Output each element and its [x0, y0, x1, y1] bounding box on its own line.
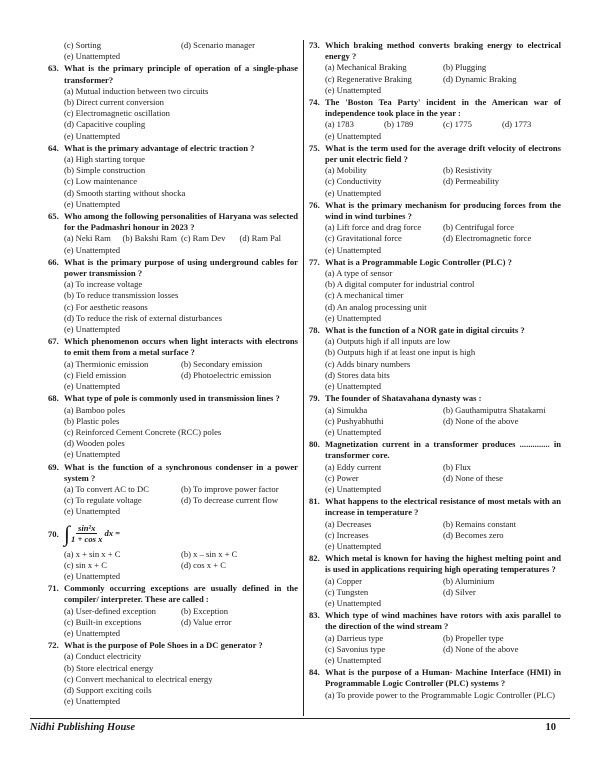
question-header	[309, 40, 561, 62]
options	[309, 165, 561, 199]
question-75	[309, 143, 561, 199]
option: (c) Sorting	[64, 40, 101, 50]
option: (e) Unattempted	[64, 130, 121, 141]
footer-rule	[30, 718, 570, 719]
question-text: The founder of Shatavahana dynasty was :	[325, 393, 482, 404]
question-text: What type of pole is commonly used in transmission lines ?	[64, 393, 280, 404]
options-row	[325, 62, 561, 73]
publisher-name: Nidhi Publishing House	[30, 722, 136, 733]
option: (d) Photoelectric emission	[181, 369, 272, 380]
question-81	[309, 496, 561, 552]
option: (e) Unattempted	[325, 483, 382, 494]
options	[309, 336, 561, 392]
options	[309, 633, 561, 667]
options	[309, 405, 561, 439]
question-header	[309, 667, 561, 689]
option: (e) Unattempted	[64, 570, 121, 581]
question-text: What is the primary mechanism for producing forces from the wind in wind turbines ?	[325, 199, 561, 222]
option: (a) Mutual induction between two circuits	[64, 85, 209, 96]
question-text: Commonly occurring exceptions are usually defined in the compiler/ interpreter. These are called :	[64, 583, 298, 605]
option: (c) For aesthetic reasons	[64, 301, 148, 312]
option: (d) Smooth starting without shocka	[64, 187, 186, 198]
question-68	[48, 393, 298, 460]
question-number: 71.	[48, 583, 59, 594]
question-header	[309, 143, 561, 165]
question-69	[48, 462, 298, 518]
question-number: 84.	[309, 667, 320, 678]
question-text: What happens to the electrical resistance of most metals with an increase in temperature ?	[325, 496, 561, 518]
options	[48, 606, 298, 640]
option: (b) Plastic poles	[64, 415, 120, 426]
option: (e) Unattempted	[325, 312, 382, 323]
options	[309, 119, 561, 141]
options-row	[64, 359, 298, 370]
option: (c) Field emission	[64, 369, 127, 380]
question-number: 81.	[309, 496, 320, 507]
question-header	[48, 583, 298, 605]
question-number: 68.	[48, 393, 59, 404]
option: (c) Conductivity	[325, 176, 382, 187]
option: (d) Becomes zero	[443, 529, 504, 540]
options-row	[325, 576, 561, 587]
option: (c) Savonius type	[325, 643, 386, 654]
question-number: 76.	[309, 199, 320, 210]
options-row	[325, 119, 561, 130]
option: (d) Silver	[443, 586, 476, 597]
option: (a) Darrieus type	[325, 632, 384, 643]
question-text: What is the purpose of Pole Shoes in a DC generator ?	[64, 640, 263, 651]
page-number: 10	[545, 722, 556, 733]
question-header	[309, 257, 561, 268]
options	[309, 690, 561, 701]
question-text: What is the primary principle of operation of a single-phase transformer?	[64, 63, 298, 85]
option: (e) Unattempted	[325, 84, 382, 95]
question-65	[48, 211, 298, 256]
option: (d) Permeability	[443, 176, 500, 187]
question-text: What is the primary purpose of using underground cables for power transmission ?	[64, 256, 298, 279]
option: (e) Unattempted	[64, 506, 121, 517]
option: (c) Low maintenance	[64, 176, 138, 187]
question-number: 72.	[48, 640, 59, 651]
options-row	[325, 530, 561, 541]
options-row	[325, 644, 561, 655]
question-text: What is the purpose of a Human- Machine Interface (HMI) in Programmable Logic Controller (PLC) systems ?	[325, 667, 561, 689]
option: (b) To reduce transmission losses	[64, 290, 179, 301]
option: (d) Dynamic Braking	[443, 73, 517, 84]
question-text: What is the function of a synchronous condenser in a power system ?	[64, 461, 298, 483]
option: (d) None of the above	[443, 415, 519, 426]
option: (a) A type of sensor	[325, 268, 393, 279]
question-text: What is the primary advantage of electric traction ?	[64, 142, 255, 153]
question-text: What is the function of a NOR gate in digital circuits ?	[325, 325, 525, 336]
fraction	[71, 523, 102, 544]
options-row	[64, 617, 298, 628]
question-text: What is a Programmable Logic Controller (PLC) ?	[325, 256, 512, 267]
question-text: Which type of wind machines have rotors with axis parallel to the direction of the wind stream ?	[325, 610, 561, 632]
question-67	[48, 336, 298, 392]
question-text: Which metal is known for having the highest melting point and is used in applications requiring high operating temperatures ?	[325, 553, 561, 575]
options-row	[325, 405, 561, 416]
option: (c) Convert mechanical to electrical energy	[64, 673, 213, 684]
option: (b) x – sin x + C	[181, 548, 238, 559]
question-number: 69.	[48, 461, 59, 472]
options-row	[325, 74, 561, 85]
options	[309, 519, 561, 553]
option: (d) Value error	[181, 616, 232, 627]
question-77	[309, 257, 561, 324]
question-group-right	[309, 40, 561, 701]
option: (b) Aluminium	[443, 575, 495, 586]
option: (e) Unattempted	[325, 187, 382, 198]
options-row	[325, 165, 561, 176]
option: (e) Unattempted	[64, 324, 121, 335]
option: (c) To regulate voltage	[64, 495, 142, 506]
question-79	[309, 393, 561, 438]
option: (b) Centrifugal force	[443, 222, 515, 233]
option: (c) Adds binary numbers	[325, 358, 411, 369]
numerator: sin²x	[78, 523, 96, 534]
options-row	[64, 484, 298, 495]
question-71	[48, 583, 298, 639]
option: (c) 1775	[443, 119, 472, 130]
option: (c) Electromagnetic oscillation	[64, 108, 170, 119]
options	[48, 86, 298, 142]
question-number: 65.	[48, 211, 59, 222]
differential: dx =	[104, 527, 121, 538]
question-70	[48, 519, 298, 583]
question-number: 73.	[309, 40, 320, 50]
left-column	[48, 40, 298, 708]
question-group-left-2	[48, 583, 298, 707]
question-63	[48, 63, 298, 141]
question-header	[48, 143, 298, 154]
option: (b) Simple construction	[64, 165, 146, 176]
options-row	[325, 222, 561, 233]
option: (c) Gravitational force	[325, 233, 402, 244]
question-text: Magnetization current in a transformer produces .............. in transformer core.	[325, 439, 561, 461]
question-83	[309, 610, 561, 666]
question-header	[48, 462, 298, 484]
options	[48, 154, 298, 210]
question-number: 78.	[309, 325, 320, 336]
question-82	[309, 553, 561, 609]
options-row	[325, 473, 561, 484]
question-number: 80.	[309, 439, 320, 450]
question-header	[48, 63, 298, 85]
options	[48, 484, 298, 518]
option: (d) cos x + C	[181, 559, 226, 570]
options-row	[325, 416, 561, 427]
option: (e) Unattempted	[325, 381, 382, 392]
option: (b) Resistivity	[443, 165, 492, 176]
option: (d) Scenario manager	[181, 40, 255, 50]
option: (b) To improve power factor	[181, 483, 279, 494]
option: (c) Reinforced Cement Concrete (RCC) poles	[64, 426, 222, 437]
question-62-tail	[48, 40, 298, 62]
options	[48, 279, 298, 335]
option: (a) User-defined exception	[64, 605, 156, 616]
option: (a) To increase voltage	[64, 279, 143, 290]
option: (d) Support exciting coils	[64, 684, 152, 695]
option: (a) Conduct electricity	[64, 651, 142, 662]
question-73	[309, 40, 561, 96]
question-66	[48, 257, 298, 335]
options-row	[325, 176, 561, 187]
option: (b) Bakshi Ram	[122, 233, 177, 244]
option: (a) Mechanical Braking	[325, 62, 407, 73]
question-text: What is the term used for the average drift velocity of electrons per unit electric field ?	[325, 142, 561, 165]
option: (a) Bamboo poles	[64, 404, 126, 415]
question-number: 83.	[309, 610, 320, 621]
option: (c) sin x + C	[64, 559, 108, 570]
options-row	[325, 587, 561, 598]
question-number: 66.	[48, 256, 59, 267]
option: (a) Outputs high if all inputs are low	[325, 336, 451, 347]
integral-sign: ∫	[64, 520, 71, 546]
question-header	[309, 325, 561, 336]
option: (e) Unattempted	[325, 540, 382, 551]
question-text: Which braking method converts braking energy to electrical energy ?	[325, 40, 561, 62]
option: (d) Electromagnetic force	[443, 233, 532, 244]
question-header	[48, 640, 298, 651]
question-84	[309, 667, 561, 701]
question-header	[309, 553, 561, 575]
option: (b) Plugging	[443, 62, 487, 73]
option: (d) Wooden poles	[64, 438, 125, 449]
option: (d) Capacitive coupling	[64, 119, 146, 130]
question-number: 64.	[48, 142, 59, 153]
question-text: Which phenomenon occurs when light interacts with electrons to emit them from a metal surface ?	[64, 336, 298, 358]
question-number: 75.	[309, 142, 320, 153]
question-72	[48, 640, 298, 707]
option: (a) To convert AC to DC	[64, 483, 149, 494]
option: (e) Unattempted	[64, 696, 121, 707]
option: (c) A mechanical timer	[325, 290, 404, 301]
integral-expression	[64, 519, 120, 549]
option: (a) Neki Ram	[64, 233, 111, 244]
options	[309, 268, 561, 324]
option: (b) Outputs high if at least one input is high	[325, 347, 476, 358]
option: (e) Unattempted	[64, 198, 121, 209]
question-group-left-1	[48, 63, 298, 517]
question-number: 67.	[48, 336, 59, 347]
option: (c) Tungsten	[325, 586, 369, 597]
option: (e) Unattempted	[64, 627, 121, 638]
column-divider	[303, 40, 304, 716]
option: (a) Eddy current	[325, 461, 382, 472]
question-header	[48, 257, 298, 279]
options	[309, 462, 561, 496]
question-76	[309, 200, 561, 256]
options-row	[325, 462, 561, 473]
question-header	[48, 393, 298, 404]
question-header	[48, 211, 298, 233]
options	[309, 62, 561, 96]
options-row	[325, 633, 561, 644]
option: (c) Ram Dev	[181, 233, 226, 244]
option: (b) Exception	[181, 605, 229, 616]
option: (b) Store electrical energy	[64, 662, 154, 673]
option: (a) 1783	[325, 119, 354, 130]
option: (a) Thermionic emission	[64, 358, 149, 369]
options-row	[325, 233, 561, 244]
options-row	[325, 519, 561, 530]
options	[309, 576, 561, 610]
option: (b) Flux	[443, 461, 471, 472]
option: (e) Unattempted	[64, 449, 121, 460]
option: (b) 1789	[384, 119, 414, 130]
question-number: 70.	[48, 528, 59, 539]
options	[48, 405, 298, 461]
option: (c) Pushyabhuthi	[325, 415, 384, 426]
option: (d) Stores data bits	[325, 369, 390, 380]
option: (d) 1773	[502, 119, 532, 130]
option: (a) High starting torque	[64, 154, 145, 165]
options-row	[64, 233, 298, 244]
option: (b) A digital computer for industrial control	[325, 279, 475, 290]
question-header	[309, 610, 561, 632]
option: (d) None of the above	[443, 643, 519, 654]
question-number: 74.	[309, 97, 320, 108]
question-number: 79.	[309, 393, 320, 404]
option: (a) Copper	[325, 575, 362, 586]
option: (d) Ram Pal	[239, 233, 282, 244]
option: (c) Increases	[325, 529, 369, 540]
question-number: 77.	[309, 256, 320, 267]
question-header	[48, 336, 298, 358]
option: (a) Lift force and drag force	[325, 222, 422, 233]
options	[48, 651, 298, 707]
option: (a) Mobility	[325, 165, 367, 176]
question-header	[309, 496, 561, 518]
option: (a) Simukha	[325, 404, 368, 415]
option: (c) Built-in exceptions	[64, 616, 142, 627]
options-row	[64, 370, 298, 381]
option: (e) Unattempted	[325, 426, 382, 437]
option: (a) x + sin x + C	[64, 548, 121, 559]
denominator: 1 + cos x	[71, 534, 103, 545]
option: (a) To provide power to the Programmable Logic Controller (PLC)	[325, 689, 556, 700]
options	[309, 222, 561, 256]
option: (e) Unattempted	[64, 51, 121, 62]
option: (c) Regenerative Braking	[325, 73, 412, 84]
options-row	[64, 606, 298, 617]
option: (c) Power	[325, 472, 359, 483]
question-number: 63.	[48, 63, 59, 74]
option: (e) Unattempted	[325, 130, 382, 141]
question-64	[48, 143, 298, 210]
option: (e) Unattempted	[325, 244, 382, 255]
option: (b) Secondary emission	[181, 358, 263, 369]
option: (b) Gauthamiputra Shatakarni	[443, 404, 546, 415]
question-74	[309, 97, 561, 142]
option: (b) Propeller type	[443, 632, 504, 643]
option: (b) Remains constant	[443, 518, 517, 529]
question-number: 82.	[309, 553, 320, 564]
options	[48, 359, 298, 393]
option: (e) Unattempted	[325, 597, 382, 608]
question-text: The 'Boston Tea Party' incident in the American war of independence took place in the year :	[325, 97, 561, 119]
option: (d) An analog processing unit	[325, 301, 427, 312]
question-header	[309, 393, 561, 404]
option: (d) To reduce the risk of external disturbances	[64, 312, 222, 323]
question-header	[309, 200, 561, 222]
question-text: Who among the following personalities of Haryana was selected for the Padmashri honour in 2023 ?	[64, 211, 298, 233]
option: (e) Unattempted	[325, 654, 382, 665]
question-80	[309, 439, 561, 495]
option: (b) Direct current conversion	[64, 97, 164, 108]
option: (e) Unattempted	[64, 381, 121, 392]
question-78	[309, 325, 561, 392]
right-column	[309, 40, 561, 702]
options-row	[64, 495, 298, 506]
option: (a) Decreases	[325, 518, 372, 529]
options	[48, 233, 298, 255]
option: (e) Unattempted	[64, 244, 121, 255]
option: (d) To decrease current flow	[181, 495, 279, 506]
question-header	[309, 97, 561, 119]
question-header	[309, 439, 561, 461]
option: (d) None of these	[443, 472, 503, 483]
